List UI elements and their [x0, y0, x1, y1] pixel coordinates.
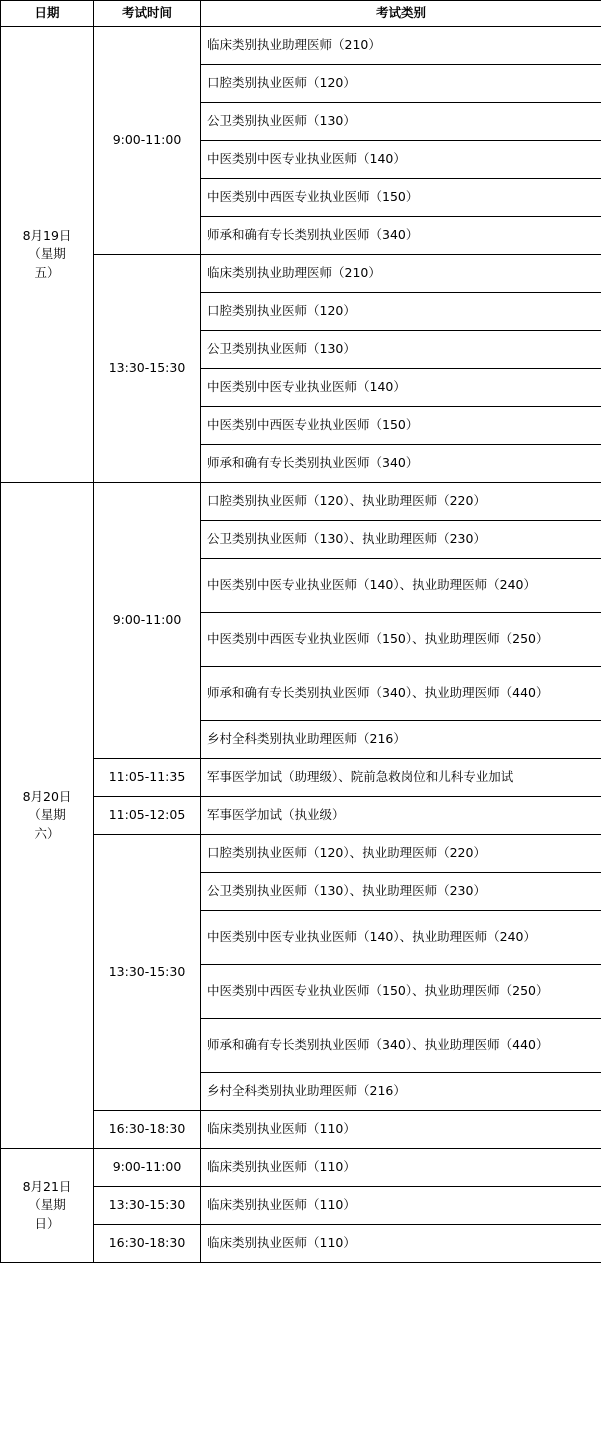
date-line: （星期: [28, 246, 66, 262]
time-cell: 9:00-11:00: [94, 483, 201, 759]
category-cell: 公卫类别执业医师（130）: [201, 331, 601, 369]
category-cell: 师承和确有专长类别执业医师（340）: [201, 217, 601, 255]
category-cell: 中医类别中西医专业执业医师（150）、执业助理医师（250）: [201, 965, 601, 1019]
time-cell: 16:30-18:30: [94, 1225, 201, 1263]
time-cell: 13:30-15:30: [94, 835, 201, 1111]
category-cell: 中医类别中西医专业执业医师（150）、执业助理医师（250）: [201, 613, 601, 667]
time-cell: 11:05-12:05: [94, 797, 201, 835]
category-cell: 口腔类别执业医师（120）、执业助理医师（220）: [201, 835, 601, 873]
category-cell: 口腔类别执业医师（120）: [201, 293, 601, 331]
date-line: 8月19日: [22, 228, 72, 244]
table-header-row: [1, 1, 601, 27]
time-cell: 9:00-11:00: [94, 1149, 201, 1187]
date-line: 8月21日: [22, 1179, 72, 1195]
time-cell: 11:05-11:35: [94, 759, 201, 797]
column-header-date: 日期: [1, 1, 94, 27]
category-cell: 公卫类别执业医师（130）、执业助理医师（230）: [201, 873, 601, 911]
category-cell: 口腔类别执业医师（120）、执业助理医师（220）: [201, 483, 601, 521]
category-cell: 中医类别中西医专业执业医师（150）: [201, 407, 601, 445]
table-row: [1, 1149, 601, 1187]
category-cell: 中医类别中医专业执业医师（140）: [201, 141, 601, 179]
table-row: [1, 483, 601, 521]
date-line: 8月20日: [22, 789, 72, 805]
time-cell: 13:30-15:30: [94, 255, 201, 483]
category-cell: 师承和确有专长类别执业医师（340）、执业助理医师（440）: [201, 1019, 601, 1073]
date-cell: [1, 483, 94, 1149]
date-line: （星期: [28, 807, 66, 823]
category-cell: 中医类别中西医专业执业医师（150）: [201, 179, 601, 217]
category-cell: 临床类别执业助理医师（210）: [201, 255, 601, 293]
table-body: [1, 27, 601, 1263]
date-cell: [1, 27, 94, 483]
category-cell: 军事医学加试（助理级）、院前急救岗位和儿科专业加试: [201, 759, 601, 797]
category-cell: 临床类别执业助理医师（210）: [201, 27, 601, 65]
category-cell: 乡村全科类别执业助理医师（216）: [201, 1073, 601, 1111]
date-line: （星期: [28, 1197, 66, 1213]
date-line: 六）: [34, 825, 60, 841]
category-cell: 中医类别中医专业执业医师（140）、执业助理医师（240）: [201, 911, 601, 965]
time-cell: 16:30-18:30: [94, 1111, 201, 1149]
time-cell: 9:00-11:00: [94, 27, 201, 255]
column-header-category: 考试类别: [201, 1, 601, 27]
category-cell: 临床类别执业医师（110）: [201, 1187, 601, 1225]
date-line: 五）: [34, 264, 60, 280]
category-cell: 中医类别中医专业执业医师（140）: [201, 369, 601, 407]
date-cell: [1, 1149, 94, 1263]
category-cell: 公卫类别执业医师（130）、执业助理医师（230）: [201, 521, 601, 559]
time-cell: 13:30-15:30: [94, 1187, 201, 1225]
category-cell: 临床类别执业医师（110）: [201, 1149, 601, 1187]
category-cell: 乡村全科类别执业助理医师（216）: [201, 721, 601, 759]
category-cell: 师承和确有专长类别执业医师（340）、执业助理医师（440）: [201, 667, 601, 721]
column-header-time: 考试时间: [94, 1, 201, 27]
category-cell: 临床类别执业医师（110）: [201, 1225, 601, 1263]
category-cell: 军事医学加试（执业级）: [201, 797, 601, 835]
date-line: 日）: [34, 1215, 60, 1231]
table-header: [1, 1, 601, 27]
category-cell: 中医类别中医专业执业医师（140）、执业助理医师（240）: [201, 559, 601, 613]
category-cell: 公卫类别执业医师（130）: [201, 103, 601, 141]
category-cell: 师承和确有专长类别执业医师（340）: [201, 445, 601, 483]
category-cell: 口腔类别执业医师（120）: [201, 65, 601, 103]
table-row: [1, 27, 601, 65]
category-cell: 临床类别执业医师（110）: [201, 1111, 601, 1149]
